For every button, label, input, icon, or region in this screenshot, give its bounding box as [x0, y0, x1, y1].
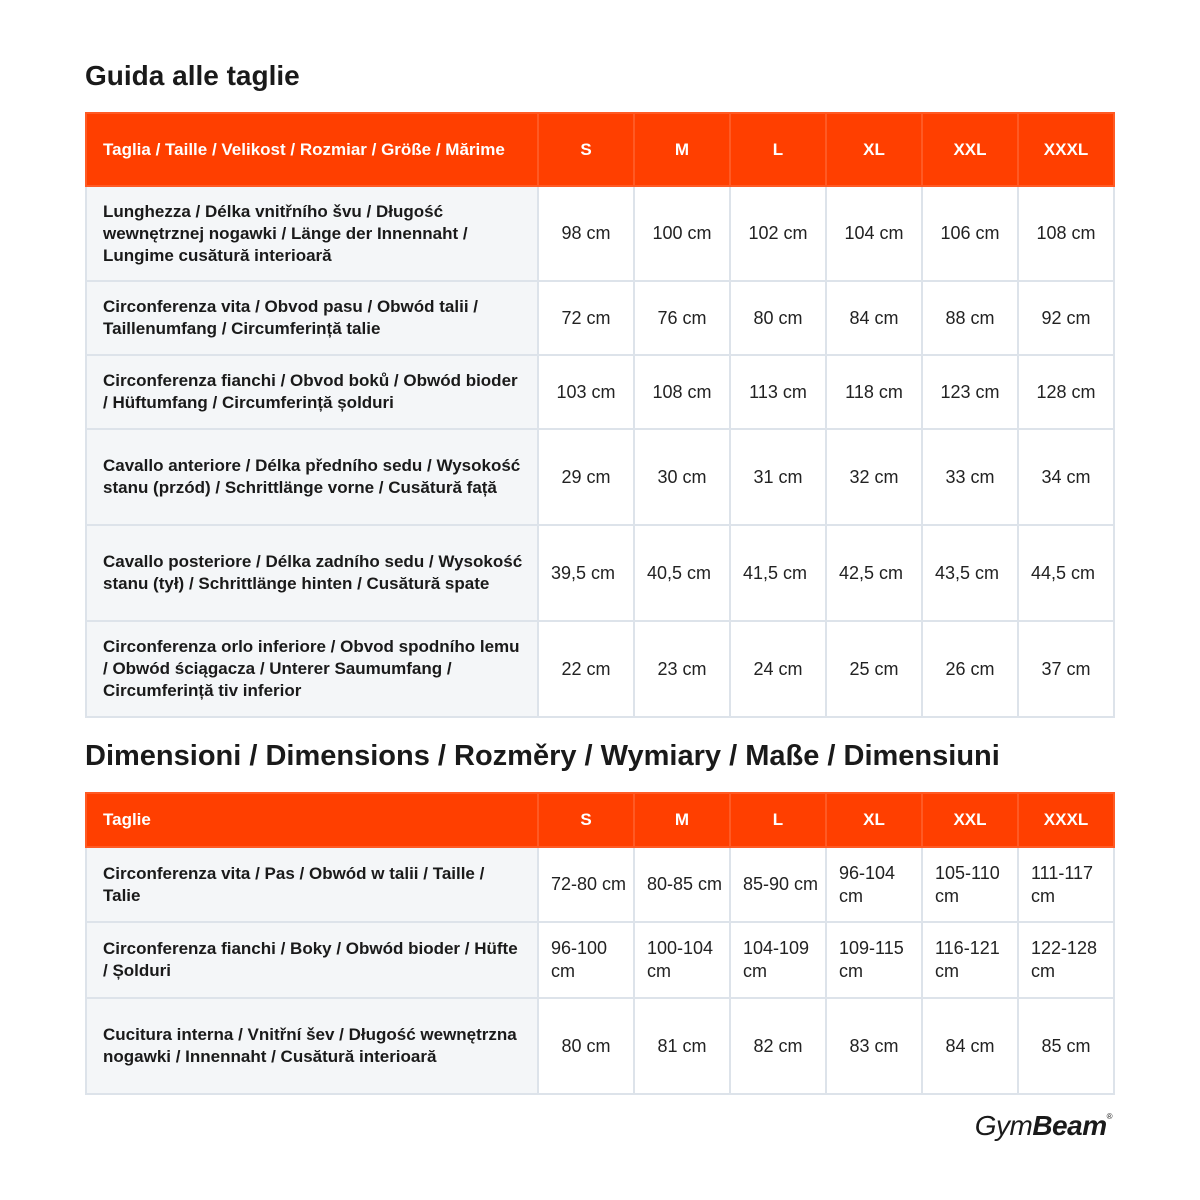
- table-cell: 122-128 cm: [1018, 922, 1114, 998]
- table-cell: 103 cm: [538, 355, 634, 429]
- table-cell: 96-100 cm: [538, 922, 634, 998]
- row-label: Cucitura interna / Vnitřní šev / Długość wewnętrzna nogawki / Innennaht / Cusătură interioară: [86, 998, 538, 1094]
- table-cell: 82 cm: [730, 998, 826, 1094]
- table-cell: 44,5 cm: [1018, 525, 1114, 621]
- header-cell-xl: XL: [826, 113, 922, 186]
- row-label: Circonferenza vita / Obvod pasu / Obwód talii / Taillenumfang / Circumferință talie: [86, 281, 538, 355]
- table-cell: 80 cm: [538, 998, 634, 1094]
- table-row: [86, 525, 1114, 621]
- table-cell: 106 cm: [922, 186, 1018, 281]
- logo-text-bold: Beam: [1032, 1110, 1107, 1141]
- table-cell: 80-85 cm: [634, 847, 730, 922]
- table-cell: 40,5 cm: [634, 525, 730, 621]
- table-cell: 92 cm: [1018, 281, 1114, 355]
- dimensions-table: [85, 792, 1115, 1095]
- header-cell-s: S: [538, 793, 634, 847]
- table-cell: 29 cm: [538, 429, 634, 525]
- table-cell: 102 cm: [730, 186, 826, 281]
- row-label: Cavallo anteriore / Délka předního sedu / Wysokość stanu (przód) / Schrittlänge vorne / Cusătură față: [86, 429, 538, 525]
- table-cell: 22 cm: [538, 621, 634, 717]
- table-row: [86, 998, 1114, 1094]
- table-cell: 88 cm: [922, 281, 1018, 355]
- table-cell: 72-80 cm: [538, 847, 634, 922]
- table-cell: 108 cm: [634, 355, 730, 429]
- table-row: [86, 847, 1114, 922]
- table-cell: 41,5 cm: [730, 525, 826, 621]
- gymbeam-logo: [975, 1110, 1112, 1142]
- table-cell: 43,5 cm: [922, 525, 1018, 621]
- table-cell: 111-117 cm: [1018, 847, 1114, 922]
- row-label: Circonferenza vita / Pas / Obwód w talii / Taille / Talie: [86, 847, 538, 922]
- table-cell: 98 cm: [538, 186, 634, 281]
- table-cell: 81 cm: [634, 998, 730, 1094]
- header-cell-xl: XL: [826, 793, 922, 847]
- row-label: Circonferenza fianchi / Boky / Obwód bioder / Hüfte / Șolduri: [86, 922, 538, 998]
- row-label: Lunghezza / Délka vnitřního švu / Długość wewnętrznej nogawki / Länge der Innennaht / Lungime cusătură interioară: [86, 186, 538, 281]
- dimensions-header-row: [86, 793, 1114, 847]
- table-cell: 100-104 cm: [634, 922, 730, 998]
- table-cell: 33 cm: [922, 429, 1018, 525]
- row-label: Cavallo posteriore / Délka zadního sedu / Wysokość stanu (tył) / Schrittlänge hinten / Cusătură spate: [86, 525, 538, 621]
- header-cell-size-label: Taglia / Taille / Velikost / Rozmiar / Größe / Mărime: [86, 113, 538, 186]
- table-cell: 80 cm: [730, 281, 826, 355]
- table-row: [86, 355, 1114, 429]
- size-guide-table: [85, 112, 1115, 718]
- header-cell-l: L: [730, 113, 826, 186]
- table-cell: 83 cm: [826, 998, 922, 1094]
- table-cell: 32 cm: [826, 429, 922, 525]
- header-cell-sizes-label: Taglie: [86, 793, 538, 847]
- table-cell: 85 cm: [1018, 998, 1114, 1094]
- table-cell: 25 cm: [826, 621, 922, 717]
- dimensions-title: Dimensioni / Dimensions / Rozměry / Wymiary / Maße / Dimensiuni: [85, 740, 1000, 772]
- table-cell: 128 cm: [1018, 355, 1114, 429]
- table-cell: 42,5 cm: [826, 525, 922, 621]
- table-cell: 104-109 cm: [730, 922, 826, 998]
- table-cell: 100 cm: [634, 186, 730, 281]
- table-cell: 24 cm: [730, 621, 826, 717]
- table-row: [86, 281, 1114, 355]
- table-cell: 84 cm: [922, 998, 1018, 1094]
- header-cell-m: M: [634, 113, 730, 186]
- table-cell: 85-90 cm: [730, 847, 826, 922]
- header-cell-xxxl: XXXL: [1018, 113, 1114, 186]
- table-row: [86, 922, 1114, 998]
- registered-mark: ®: [1106, 1112, 1112, 1121]
- table-cell: 109-115 cm: [826, 922, 922, 998]
- header-cell-s: S: [538, 113, 634, 186]
- table-row: [86, 186, 1114, 281]
- row-label: Circonferenza orlo inferiore / Obvod spodního lemu / Obwód ściągacza / Unterer Saumumfang / Circumferință tiv inferior: [86, 621, 538, 717]
- logo-text-light: Gym: [974, 1110, 1033, 1141]
- table-cell: 31 cm: [730, 429, 826, 525]
- table-row: [86, 621, 1114, 717]
- table-cell: 113 cm: [730, 355, 826, 429]
- table-cell: 37 cm: [1018, 621, 1114, 717]
- table-cell: 108 cm: [1018, 186, 1114, 281]
- table-cell: 118 cm: [826, 355, 922, 429]
- table-cell: 34 cm: [1018, 429, 1114, 525]
- table-cell: 72 cm: [538, 281, 634, 355]
- header-cell-xxl: XXL: [922, 113, 1018, 186]
- table-cell: 39,5 cm: [538, 525, 634, 621]
- row-label: Circonferenza fianchi / Obvod boků / Obwód bioder / Hüftumfang / Circumferință șolduri: [86, 355, 538, 429]
- header-cell-xxxl: XXXL: [1018, 793, 1114, 847]
- table-cell: 105-110 cm: [922, 847, 1018, 922]
- table-cell: 104 cm: [826, 186, 922, 281]
- table-cell: 76 cm: [634, 281, 730, 355]
- table-cell: 23 cm: [634, 621, 730, 717]
- table-row: [86, 429, 1114, 525]
- table-cell: 26 cm: [922, 621, 1018, 717]
- table-cell: 96-104 cm: [826, 847, 922, 922]
- table-cell: 116-121 cm: [922, 922, 1018, 998]
- table-cell: 123 cm: [922, 355, 1018, 429]
- header-cell-xxl: XXL: [922, 793, 1018, 847]
- size-guide-title: Guida alle taglie: [85, 60, 300, 91]
- table-cell: 30 cm: [634, 429, 730, 525]
- header-cell-m: M: [634, 793, 730, 847]
- table-cell: 84 cm: [826, 281, 922, 355]
- size-guide-header-row: [86, 113, 1114, 186]
- header-cell-l: L: [730, 793, 826, 847]
